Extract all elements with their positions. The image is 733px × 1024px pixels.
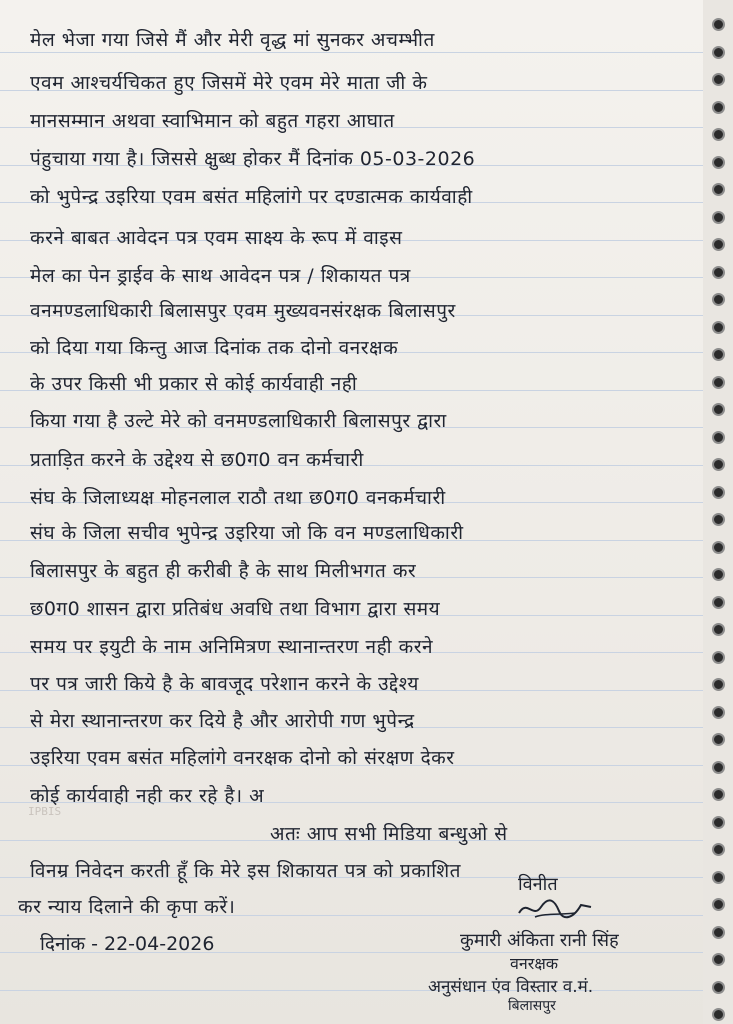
spiral-hole bbox=[712, 926, 725, 939]
letter-line: वनमण्डलाधिकारी बिलासपुर एवम मुख्यवनसंरक्षक बिलासपुर bbox=[30, 300, 456, 322]
spiral-hole bbox=[712, 238, 725, 251]
spiral-hole bbox=[712, 46, 725, 59]
letter-line: के उपर किसी भी प्रकार से कोई कार्यवाही नही bbox=[30, 373, 358, 395]
spiral-hole bbox=[712, 596, 725, 609]
spiral-hole bbox=[712, 73, 725, 86]
spiral-hole bbox=[712, 898, 725, 911]
spiral-hole bbox=[712, 101, 725, 114]
spiral-hole bbox=[712, 211, 725, 224]
spiral-hole bbox=[712, 513, 725, 526]
spiral-hole bbox=[712, 541, 725, 554]
letter-line: पंहुचाया गया है। जिससे क्षुब्ध होकर मैं दिनांक 05-03-2026 bbox=[30, 148, 476, 170]
date-line: दिनांक - 22-04-2026 bbox=[40, 933, 215, 955]
letter-line: समय पर इयुटी के नाम अनिमित्रण स्थानान्तरण नही करने bbox=[30, 636, 434, 658]
spiral-hole bbox=[712, 678, 725, 691]
spiral-hole bbox=[712, 18, 725, 31]
ruled-line bbox=[0, 990, 703, 991]
spiral-hole bbox=[712, 403, 725, 416]
spiral-hole bbox=[712, 486, 725, 499]
spiral-hole bbox=[712, 156, 725, 169]
spiral-hole bbox=[712, 706, 725, 719]
letter-line: किया गया है उल्टे मेरे को वनमण्डलाधिकारी बिलासपुर द्वारा bbox=[30, 410, 447, 432]
letter-line: विनम्र निवेदन करती हूँ कि मेरे इस शिकायत पत्र को प्रकाशित bbox=[30, 860, 461, 882]
letter-line: कर न्याय दिलाने की कृपा करें। bbox=[18, 896, 236, 918]
letter-line: छ0ग0 शासन द्वारा प्रतिबंध अवधि तथा विभाग द्वारा समय bbox=[30, 598, 441, 620]
spiral-hole bbox=[712, 183, 725, 196]
spiral-hole bbox=[712, 953, 725, 966]
letter-line: प्रताड़ित करने के उद्देश्य से छ0ग0 वन कर्मचारी bbox=[30, 449, 364, 471]
sender-division: अनुसंधान एंव विस्तार व.मं. bbox=[428, 977, 594, 997]
signature bbox=[515, 893, 595, 925]
closing-vinit: विनीत bbox=[518, 874, 558, 895]
faded-smudge-text: IPBIS bbox=[28, 805, 62, 818]
letter-line: पर पत्र जारी किये है के बावजूद परेशान करने के उद्देश्य bbox=[30, 673, 419, 695]
letter-line: से मेरा स्थानान्तरण कर दिये है और आरोपी गण भुपेन्द्र bbox=[30, 710, 415, 732]
spiral-hole bbox=[712, 431, 725, 444]
spiral-hole bbox=[712, 623, 725, 636]
spiral-hole bbox=[712, 293, 725, 306]
spiral-hole bbox=[712, 1008, 725, 1021]
letter-line: को भुपेन्द्र उइरिया एवम बसंत महिलांगे पर दण्डात्मक कार्यवाही bbox=[30, 186, 473, 208]
letter-line: करने बाबत आवेदन पत्र एवम साक्ष्य के रूप में वाइस bbox=[30, 227, 403, 249]
letter-line: बिलासपुर के बहुत ही करीबी है के साथ मिलीभगत कर bbox=[30, 560, 417, 582]
spiral-hole bbox=[712, 321, 725, 334]
spiral-hole bbox=[712, 871, 725, 884]
letter-line: मेल भेजा गया जिसे मैं और मेरी वृद्ध मां सुनकर अचम्भीत bbox=[30, 29, 435, 51]
spiral-hole bbox=[712, 981, 725, 994]
letter-line: कोई कार्यवाही नही कर रहे है। अ bbox=[30, 785, 265, 807]
letter-line: मानसम्मान अथवा स्वाभिमान को बहुत गहरा आघात bbox=[30, 110, 395, 132]
letter-line: उइरिया एवम बसंत महिलांगे वनरक्षक दोनो को संरक्षण देकर bbox=[30, 747, 455, 769]
letter-line: अतः आप सभी मिडिया बन्धुओ से bbox=[270, 823, 508, 845]
letter-line: एवम आश्चर्यचिकत हुए जिसमें मेरे एवम मेरे माता जी के bbox=[30, 72, 428, 94]
spiral-hole bbox=[712, 128, 725, 141]
spiral-hole bbox=[712, 761, 725, 774]
spiral-binding bbox=[703, 0, 733, 1024]
sender-name: कुमारी अंकिता रानी सिंह bbox=[460, 930, 619, 951]
letter-line: को दिया गया किन्तु आज दिनांक तक दोनो वनरक्षक bbox=[30, 337, 399, 359]
letter-line: संघ के जिला सचीव भुपेन्द्र उइरिया जो कि वन मण्डलाधिकारी bbox=[30, 522, 464, 544]
spiral-hole bbox=[712, 348, 725, 361]
spiral-hole bbox=[712, 458, 725, 471]
letter-line: मेल का पेन ड्राईव के साथ आवेदन पत्र / शिकायत पत्र bbox=[30, 265, 411, 287]
spiral-hole bbox=[712, 266, 725, 279]
ruled-line bbox=[0, 52, 703, 53]
spiral-hole bbox=[712, 568, 725, 581]
spiral-hole bbox=[712, 651, 725, 664]
spiral-hole bbox=[712, 816, 725, 829]
spiral-hole bbox=[712, 843, 725, 856]
spiral-hole bbox=[712, 788, 725, 801]
spiral-hole bbox=[712, 376, 725, 389]
spiral-hole bbox=[712, 733, 725, 746]
sender-designation: वनरक्षक bbox=[510, 954, 559, 973]
sender-place: बिलासपुर bbox=[508, 998, 556, 1014]
letter-line: संघ के जिलाध्यक्ष मोहनलाल राठौ तथा छ0ग0 वनकर्मचारी bbox=[30, 487, 446, 509]
